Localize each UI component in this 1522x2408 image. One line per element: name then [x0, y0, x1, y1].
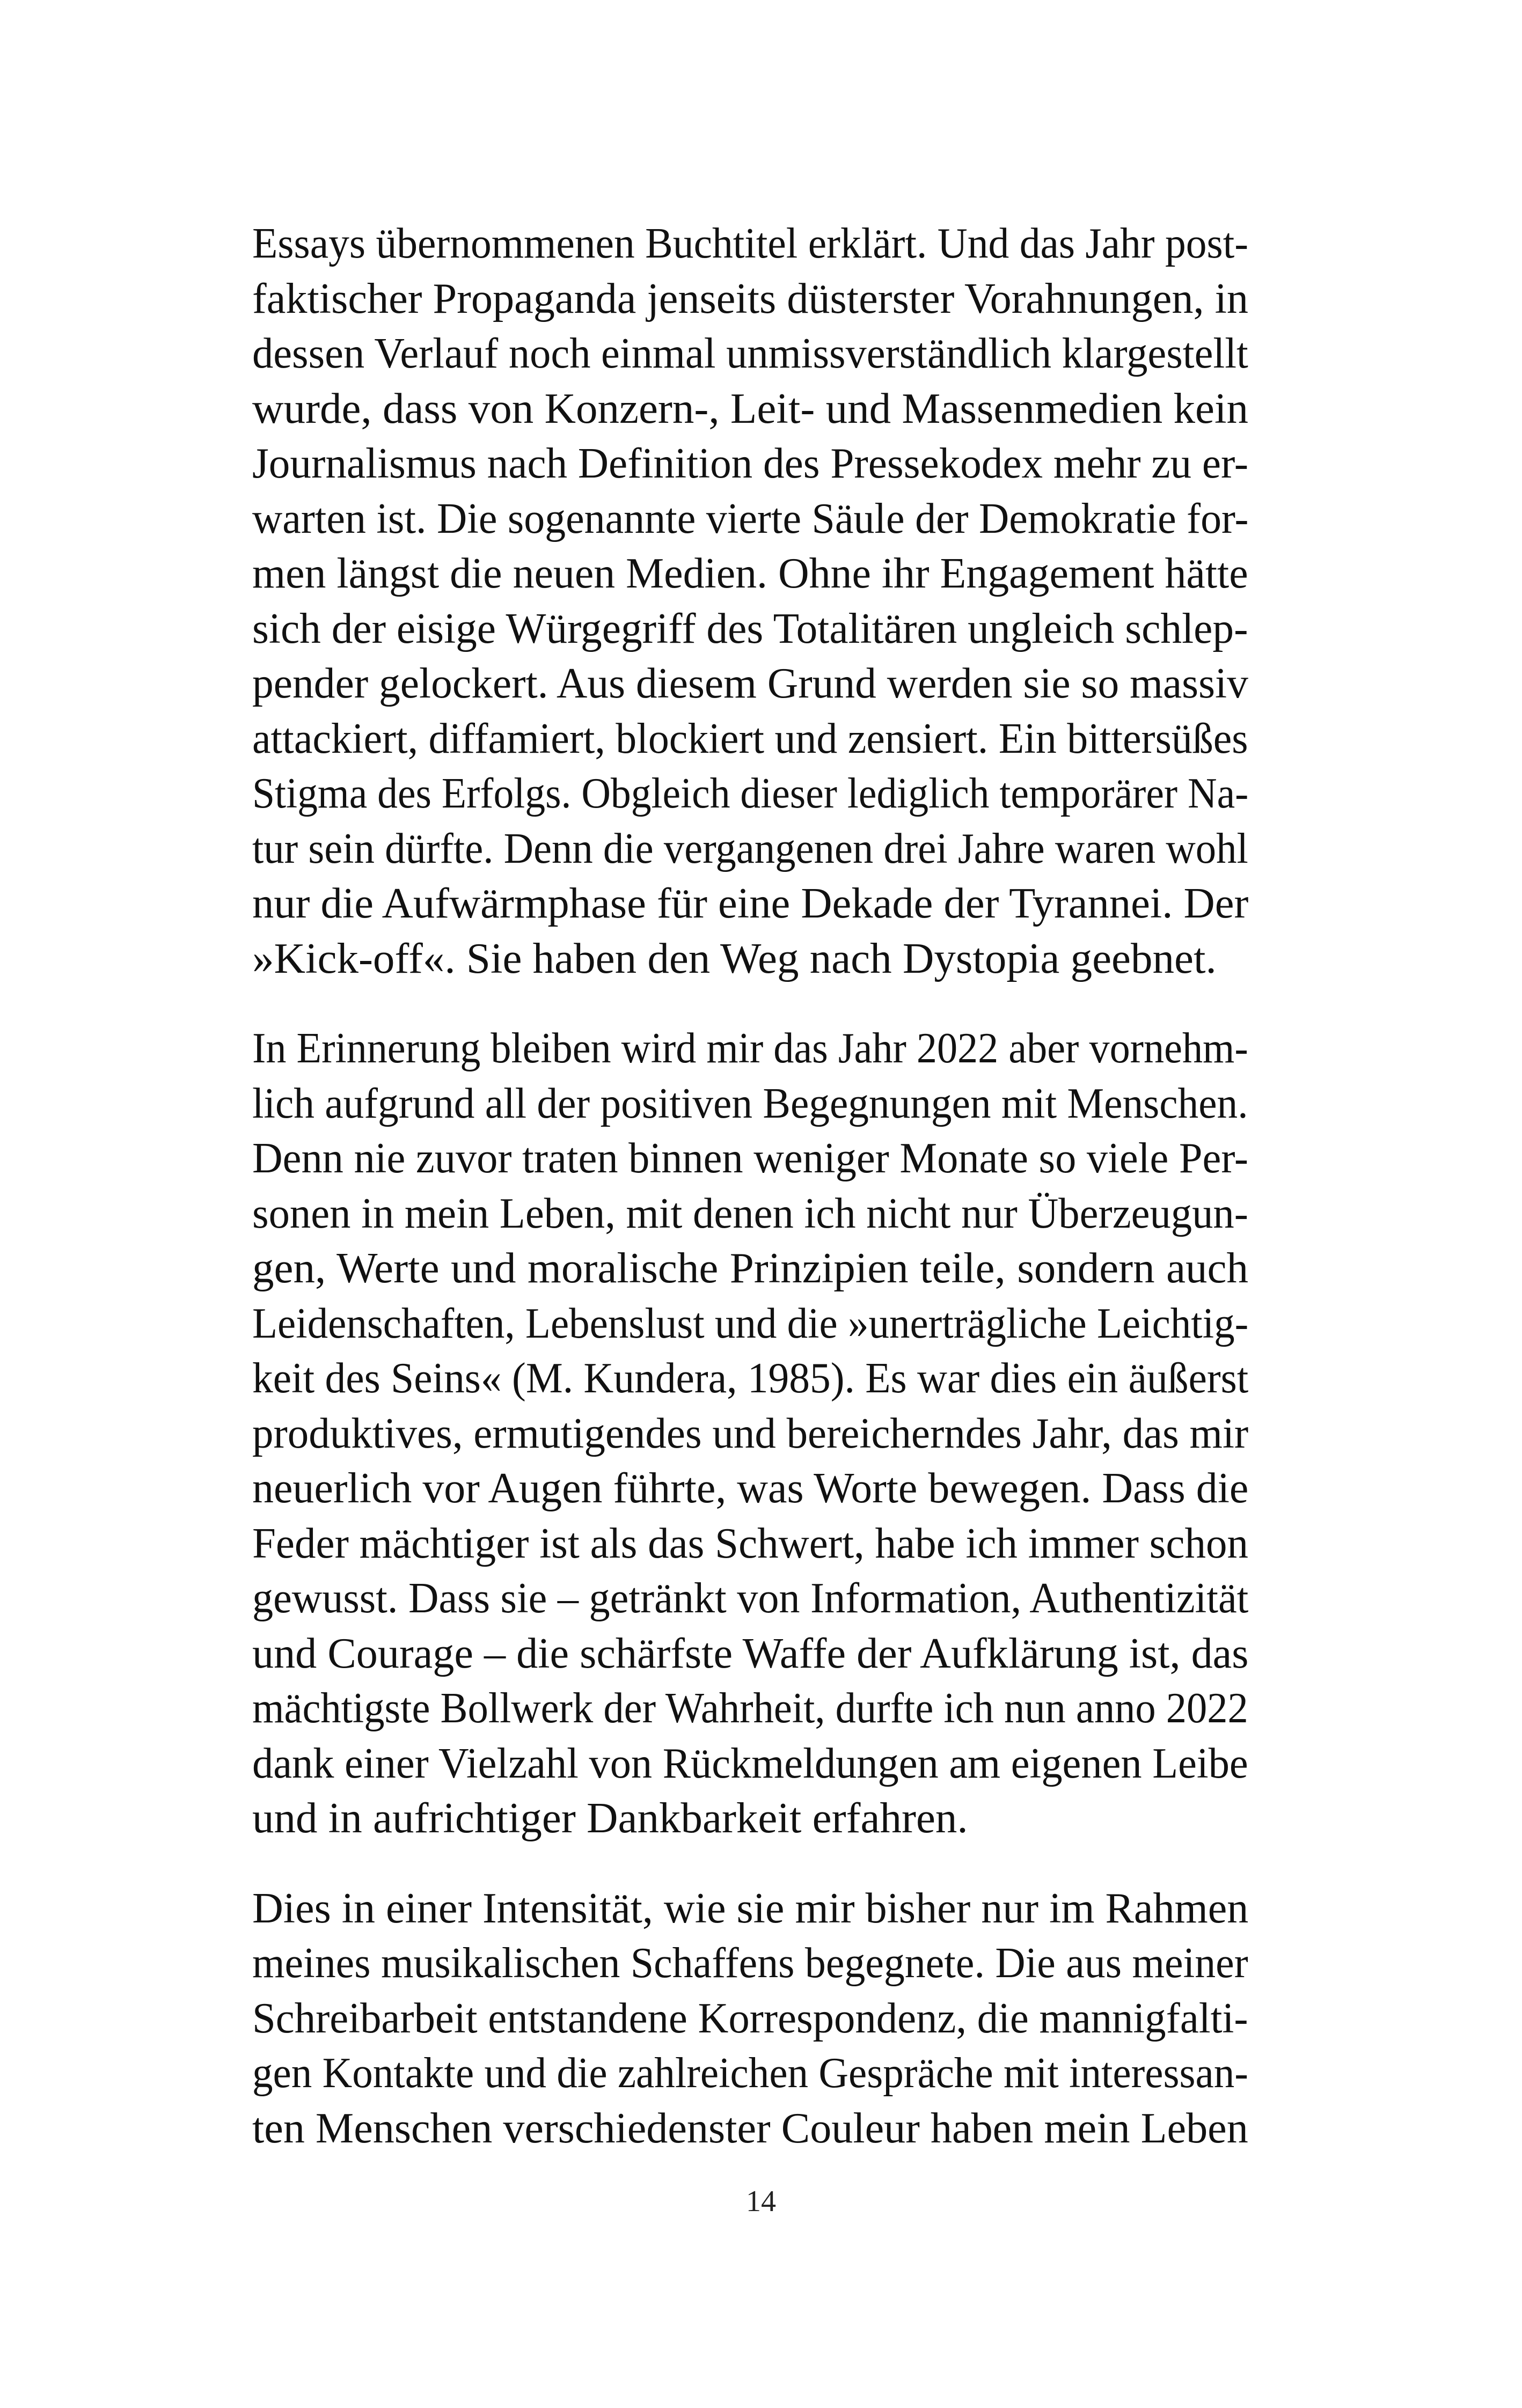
text-line: neuerlich vor Augen führte, was Worte bewegen. Dass die	[252, 1464, 1249, 1512]
text-line: meines musikalischen Schaffens begegnete. Die aus meiner	[252, 1939, 1248, 1987]
text-line: produktives, ermutigendes und bereicherndes Jahr, das mir	[252, 1408, 1249, 1457]
text-line: Stigma des Erfolgs. Obgleich dieser lediglich temporärer Na-	[252, 769, 1249, 817]
text-line: In Erinnerung bleiben wird mir das Jahr 2022 aber vornehm-	[252, 1024, 1248, 1072]
text-line: attackiert, diffamiert, blockiert und zensiert. Ein bittersüßes	[252, 714, 1248, 762]
text-line: mächtigste Bollwerk der Wahrheit, durfte ich nun anno 2022	[252, 1684, 1248, 1732]
text-line: Journalismus nach Definition des Pressekodex mehr zu er-	[252, 439, 1249, 487]
text-line: men längst die neuen Medien. Ohne ihr Engagement hätte	[252, 549, 1248, 597]
text-line: Denn nie zuvor traten binnen weniger Monate so viele Per-	[252, 1134, 1248, 1182]
text-line: dessen Verlauf noch einmal unmissverständlich klargestellt	[252, 329, 1248, 377]
text-line: lich aufgrund all der positiven Begegnungen mit Menschen.	[252, 1078, 1248, 1127]
text-line: sonen in mein Leben, mit denen ich nicht nur Überzeugun-	[252, 1188, 1248, 1237]
text-line: und Courage – die schärfste Waffe der Aufklärung ist, das	[252, 1628, 1249, 1677]
text-line: ten Menschen verschiedenster Couleur haben mein Leben	[252, 2103, 1248, 2152]
text-line: »Kick-off«. Sie haben den Weg nach Dystopia geebnet.	[252, 934, 1217, 982]
text-line: gen Kontakte und die zahlreichen Gespräche mit interessan-	[252, 2049, 1248, 2097]
text-line: warten ist. Die sogenannte vierte Säule der Demokratie for-	[252, 494, 1249, 542]
text-line: gen, Werte und moralische Prinzipien teile, sondern auch	[252, 1244, 1248, 1292]
page-number: 14	[746, 2185, 776, 2218]
text-line: gewusst. Dass sie – getränkt von Information, Authentizität	[252, 1574, 1249, 1622]
paragraph-1	[252, 216, 1248, 986]
text-line: sich der eisige Würgegriff des Totalitären ungleich schlep-	[252, 604, 1248, 652]
text-line: keit des Seins« (M. Kundera, 1985). Es war dies ein äußerst	[252, 1354, 1249, 1402]
text-line: Dies in einer Intensität, wie sie mir bisher nur im Rahmen	[252, 1883, 1249, 1932]
text-line: pender gelockert. Aus diesem Grund werden sie so massiv	[252, 659, 1248, 707]
text-line: und in aufrichtiger Dankbarkeit erfahren.	[252, 1794, 968, 1842]
text-line: wurde, dass von Konzern-, Leit- und Massenmedien kein	[252, 384, 1248, 432]
text-line: nur die Aufwärmphase für eine Dekade der Tyrannei. Der	[252, 879, 1249, 927]
text-line: dank einer Vielzahl von Rückmeldungen am eigenen Leibe	[252, 1738, 1248, 1787]
text-line: Essays übernommenen Buchtitel erklärt. Und das Jahr post-	[252, 219, 1249, 267]
paragraph-2	[252, 1021, 1248, 1846]
text-line: Schreibarbeit entstandene Korrespondenz, die mannigfalti-	[252, 1993, 1248, 2042]
paragraph-gap	[252, 1846, 1248, 1881]
text-line: faktischer Propaganda jenseits düsterster Vorahnungen, in	[252, 274, 1249, 322]
text-line: Leidenschaften, Lebenslust und die »unerträgliche Leichtig-	[252, 1298, 1249, 1347]
text-line: Feder mächtiger ist als das Schwert, habe ich immer schon	[252, 1518, 1248, 1567]
paragraph-gap	[252, 986, 1248, 1021]
paragraph-3	[252, 1881, 1248, 2156]
body-text	[252, 216, 1248, 2155]
text-line: tur sein dürfte. Denn die vergangenen drei Jahre waren wohl	[252, 824, 1248, 872]
